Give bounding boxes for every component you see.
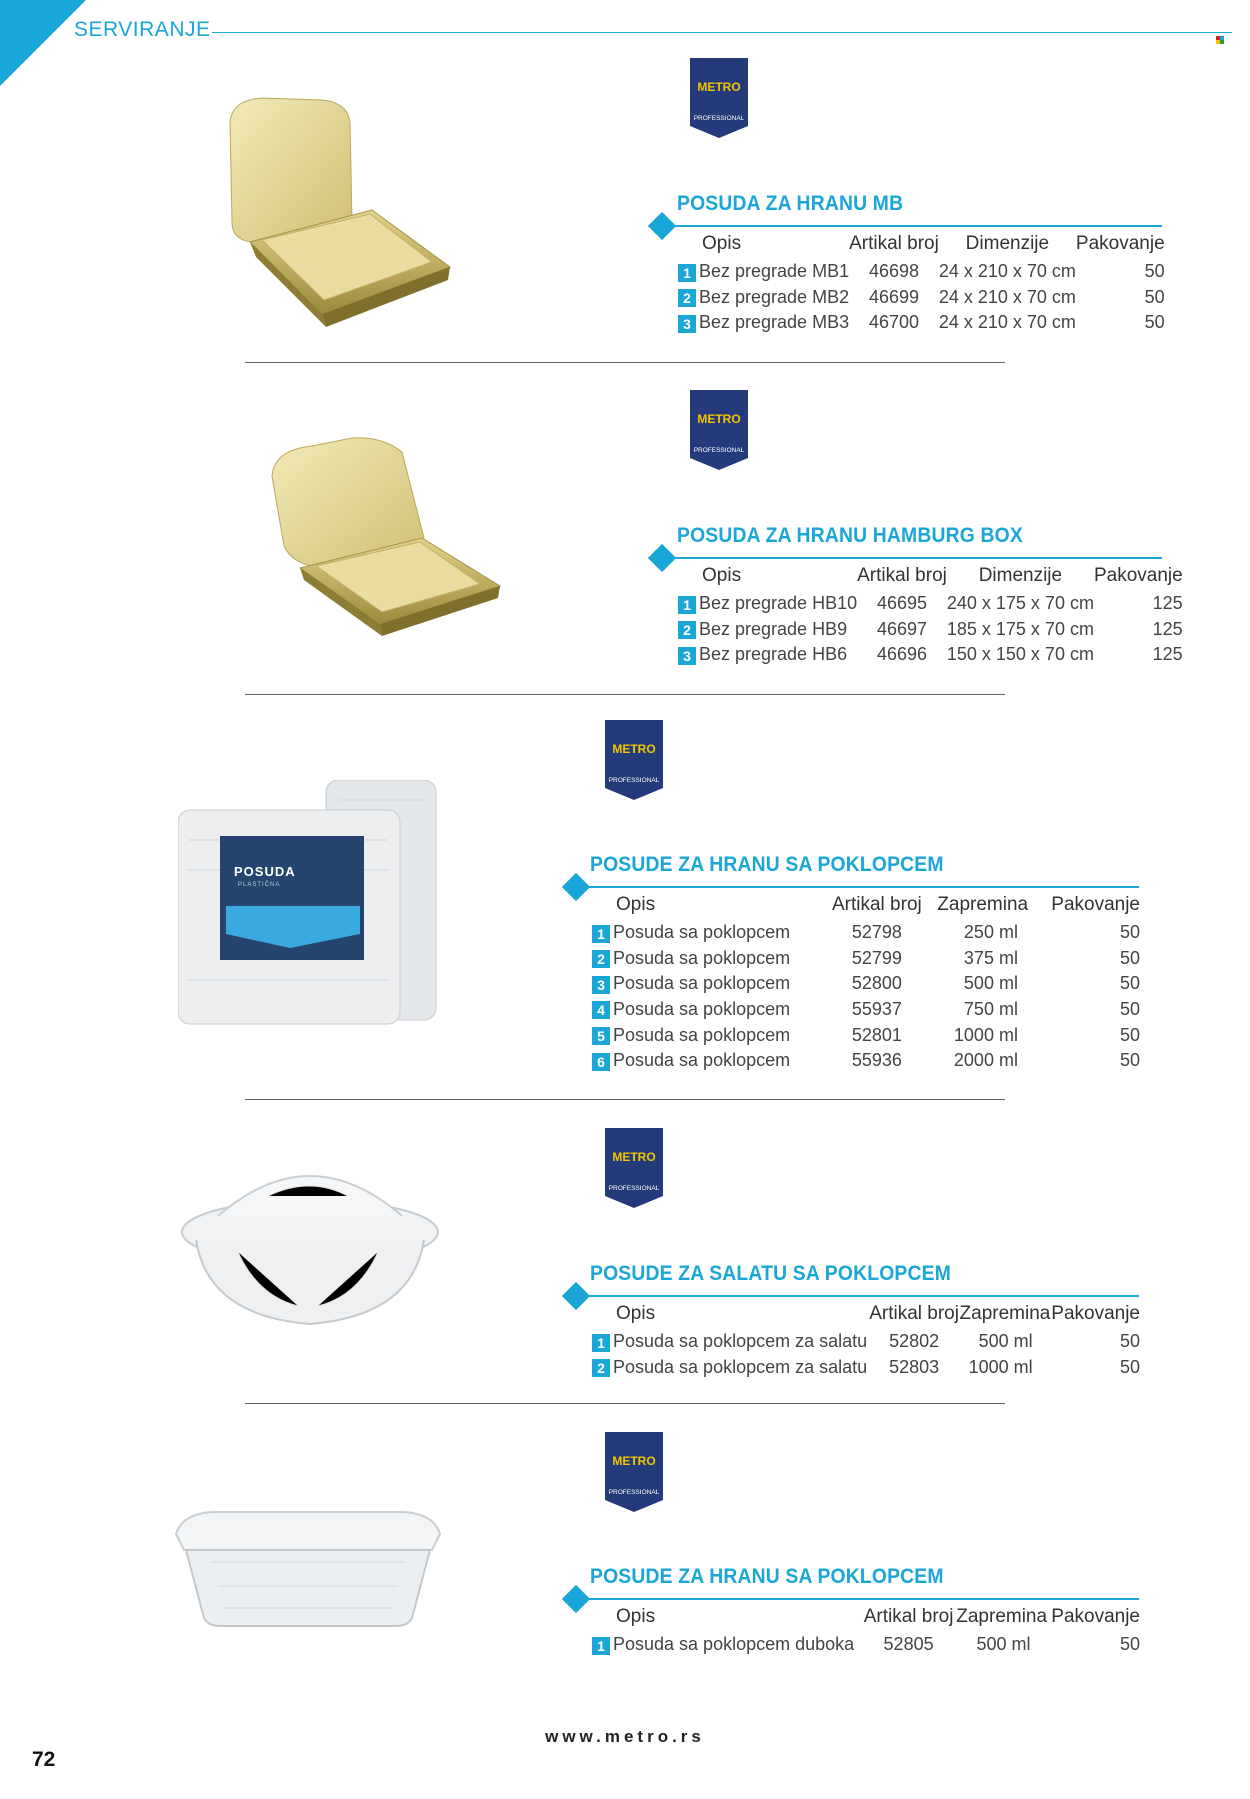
col-header: Pakovanje bbox=[1051, 1303, 1140, 1324]
col-header: Opis bbox=[616, 1303, 656, 1324]
col-header: Opis bbox=[702, 233, 742, 254]
cell-artikal: 52805 bbox=[883, 1634, 934, 1655]
cell-zapremina: 500 ml bbox=[978, 1331, 1033, 1352]
cell-dimenzije: 240 x 175 x 70 cm bbox=[946, 593, 1094, 614]
cell-opis: Bez pregrade HB6 bbox=[699, 644, 848, 665]
cell-opis: Posuda sa poklopcem duboka bbox=[613, 1634, 855, 1655]
row-number: 3 bbox=[592, 976, 610, 994]
cell-zapremina: 1000 ml bbox=[953, 1024, 1018, 1045]
row-number: 2 bbox=[592, 1359, 610, 1377]
section-divider bbox=[245, 1403, 1005, 1404]
col-header: Artikal broj bbox=[863, 1606, 954, 1627]
metro-professional-logo bbox=[603, 1432, 665, 1512]
col-header: Zapremina bbox=[956, 1606, 1048, 1627]
cell-opis: Bez pregrade MB3 bbox=[699, 312, 850, 333]
cell-dimenzije: 24 x 210 x 70 cm bbox=[938, 286, 1076, 307]
svg-text:PROFESSIONAL: PROFESSIONAL bbox=[693, 115, 745, 122]
col-header: Dimenzije bbox=[978, 565, 1063, 586]
cell-dimenzije: 24 x 210 x 70 cm bbox=[938, 312, 1076, 333]
cell-opis: Posuda sa poklopcem bbox=[613, 922, 791, 943]
cell-artikal: 46700 bbox=[868, 312, 919, 333]
svg-text:METRO: METRO bbox=[697, 80, 741, 94]
product-photo-deep-container bbox=[172, 1506, 444, 1630]
cell-pakovanje: 50 bbox=[1119, 1634, 1140, 1655]
col-header: Pakovanje bbox=[1093, 565, 1183, 586]
table-row bbox=[678, 310, 1165, 336]
section-divider bbox=[245, 694, 1005, 695]
row-number: 2 bbox=[678, 289, 696, 307]
col-header: Zapremina bbox=[937, 894, 1029, 915]
col-header: Pakovanje bbox=[1051, 894, 1140, 915]
cell-pakovanje: 125 bbox=[1152, 593, 1183, 614]
cell-artikal: 46698 bbox=[868, 261, 919, 282]
cell-opis: Bez pregrade MB1 bbox=[699, 261, 850, 282]
cell-opis: Posuda sa poklopcem bbox=[613, 1050, 791, 1071]
svg-text:PROFESSIONAL: PROFESSIONAL bbox=[693, 447, 745, 454]
cell-opis: Posuda sa poklopcem za salatu bbox=[613, 1356, 868, 1377]
row-number: 1 bbox=[678, 596, 696, 614]
table-row bbox=[592, 946, 1140, 972]
cell-artikal: 52803 bbox=[889, 1356, 940, 1377]
cell-artikal: 46695 bbox=[876, 593, 928, 614]
cell-pakovanje: 50 bbox=[1119, 973, 1140, 994]
col-header: Artikal broj bbox=[849, 233, 939, 254]
row-number: 2 bbox=[678, 621, 696, 639]
col-header: Zapremina bbox=[959, 1303, 1051, 1324]
product-table bbox=[592, 1303, 1140, 1380]
svg-text:PROFESSIONAL: PROFESSIONAL bbox=[608, 777, 660, 784]
cell-zapremina: 2000 ml bbox=[953, 1050, 1018, 1071]
row-number: 1 bbox=[678, 264, 696, 282]
cell-artikal: 52802 bbox=[889, 1331, 940, 1352]
cell-opis: Posuda sa poklopcem bbox=[613, 999, 791, 1020]
product-title: POSUDE ZA HRANU SA POKLOPCEM bbox=[590, 853, 944, 876]
table-row bbox=[592, 1022, 1140, 1048]
col-header: Pakovanje bbox=[1075, 233, 1165, 254]
package-label-subtitle: PLASTIČNA bbox=[238, 882, 281, 888]
footer-url[interactable]: www.metro.rs bbox=[545, 1727, 705, 1746]
header-rule bbox=[212, 32, 1232, 33]
product-table bbox=[678, 233, 1165, 336]
table-row bbox=[678, 285, 1165, 311]
package-label-title: POSUDA bbox=[234, 864, 296, 879]
cell-pakovanje: 125 bbox=[1152, 618, 1183, 639]
table-row bbox=[678, 259, 1165, 285]
row-number: 3 bbox=[678, 315, 696, 333]
cell-pakovanje: 50 bbox=[1119, 922, 1140, 943]
table-row bbox=[678, 642, 1183, 668]
table-row bbox=[592, 1329, 1140, 1355]
title-rule bbox=[585, 1295, 1139, 1297]
cell-dimenzije: 185 x 175 x 70 cm bbox=[946, 618, 1094, 639]
row-number: 4 bbox=[592, 1001, 610, 1019]
cell-opis: Bez pregrade MB2 bbox=[699, 286, 850, 307]
table-row bbox=[592, 1048, 1140, 1074]
col-header: Opis bbox=[702, 565, 742, 586]
cell-pakovanje: 50 bbox=[1144, 286, 1165, 307]
metro-professional-logo bbox=[603, 720, 665, 800]
col-header: Dimenzije bbox=[965, 233, 1050, 254]
metro-professional-logo bbox=[603, 1128, 665, 1208]
title-rule bbox=[585, 1598, 1139, 1600]
metro-professional-logo bbox=[688, 58, 750, 138]
cell-opis: Posuda sa poklopcem bbox=[613, 947, 791, 968]
product-title: POSUDE ZA HRANU SA POKLOPCEM bbox=[590, 1565, 944, 1588]
product-photo-container-stack bbox=[178, 780, 442, 1028]
cell-opis: Posuda sa poklopcem za salatu bbox=[613, 1331, 868, 1352]
col-header: Opis bbox=[616, 894, 656, 915]
title-rule bbox=[585, 886, 1139, 888]
table-row bbox=[678, 591, 1183, 617]
cell-artikal: 55937 bbox=[851, 999, 902, 1020]
cell-pakovanje: 50 bbox=[1119, 1050, 1140, 1071]
product-table bbox=[592, 894, 1140, 1074]
col-header: Artikal broj bbox=[869, 1303, 959, 1324]
cell-dimenzije: 24 x 210 x 70 cm bbox=[938, 261, 1076, 282]
row-number: 5 bbox=[592, 1027, 610, 1045]
product-table bbox=[592, 1606, 1140, 1658]
cell-opis: Posuda sa poklopcem bbox=[613, 973, 791, 994]
cell-zapremina: 250 ml bbox=[963, 922, 1018, 943]
cell-opis: Bez pregrade HB10 bbox=[699, 593, 858, 614]
table-row bbox=[592, 1355, 1140, 1381]
cell-artikal: 55936 bbox=[851, 1050, 902, 1071]
row-number: 1 bbox=[592, 1334, 610, 1352]
cell-pakovanje: 125 bbox=[1152, 644, 1183, 665]
cell-artikal: 52800 bbox=[851, 973, 902, 994]
cell-pakovanje: 50 bbox=[1144, 312, 1165, 333]
cell-opis: Posuda sa poklopcem bbox=[613, 1024, 791, 1045]
table-row bbox=[592, 920, 1140, 946]
product-table bbox=[678, 565, 1183, 668]
svg-text:METRO: METRO bbox=[697, 412, 741, 426]
cell-zapremina: 500 ml bbox=[963, 973, 1018, 994]
product-title: POSUDA ZA HRANU HAMBURG BOX bbox=[677, 524, 1023, 547]
col-header: Opis bbox=[616, 1606, 656, 1627]
table-row bbox=[592, 1632, 1140, 1658]
cell-opis: Bez pregrade HB9 bbox=[699, 618, 848, 639]
row-number: 1 bbox=[592, 925, 610, 943]
row-number: 3 bbox=[678, 647, 696, 665]
product-photo-mb-box bbox=[222, 92, 462, 332]
cell-artikal: 52798 bbox=[851, 922, 902, 943]
table-row bbox=[592, 997, 1140, 1023]
row-number: 1 bbox=[592, 1637, 610, 1655]
cell-pakovanje: 50 bbox=[1119, 1356, 1140, 1377]
cell-zapremina: 375 ml bbox=[963, 947, 1018, 968]
cell-pakovanje: 50 bbox=[1119, 1331, 1140, 1352]
title-rule bbox=[670, 557, 1162, 559]
page-number: 72 bbox=[32, 1748, 56, 1771]
svg-text:METRO: METRO bbox=[612, 1454, 656, 1468]
corner-accent bbox=[0, 0, 86, 86]
svg-text:PROFESSIONAL: PROFESSIONAL bbox=[608, 1489, 660, 1496]
product-title: POSUDA ZA HRANU MB bbox=[677, 192, 904, 215]
cell-artikal: 52801 bbox=[851, 1024, 902, 1045]
section-divider bbox=[245, 362, 1005, 363]
svg-text:PROFESSIONAL: PROFESSIONAL bbox=[608, 1185, 660, 1192]
row-number: 6 bbox=[592, 1053, 610, 1071]
product-photo-hamburg-box bbox=[262, 428, 502, 638]
cell-pakovanje: 50 bbox=[1119, 1024, 1140, 1045]
metro-professional-logo bbox=[688, 390, 750, 470]
col-header: Artikal broj bbox=[857, 565, 947, 586]
cell-artikal: 52799 bbox=[851, 947, 902, 968]
title-rule bbox=[670, 225, 1162, 227]
color-mark-icon bbox=[1216, 36, 1224, 44]
section-title: SERVIRANJE bbox=[74, 18, 211, 41]
cell-pakovanje: 50 bbox=[1144, 261, 1165, 282]
table-row bbox=[678, 617, 1183, 643]
section-divider bbox=[245, 1099, 1005, 1100]
table-row bbox=[592, 971, 1140, 997]
product-photo-salad-bowl bbox=[178, 1156, 442, 1332]
col-header: Pakovanje bbox=[1051, 1606, 1140, 1627]
cell-artikal: 46696 bbox=[876, 644, 928, 665]
cell-zapremina: 750 ml bbox=[963, 999, 1018, 1020]
cell-artikal: 46697 bbox=[876, 618, 928, 639]
svg-text:METRO: METRO bbox=[612, 1150, 656, 1164]
product-title: POSUDE ZA SALATU SA POKLOPCEM bbox=[590, 1262, 951, 1285]
cell-pakovanje: 50 bbox=[1119, 999, 1140, 1020]
svg-text:METRO: METRO bbox=[612, 742, 656, 756]
cell-pakovanje: 50 bbox=[1119, 947, 1140, 968]
cell-dimenzije: 150 x 150 x 70 cm bbox=[946, 644, 1094, 665]
cell-artikal: 46699 bbox=[868, 286, 919, 307]
row-number: 2 bbox=[592, 950, 610, 968]
cell-zapremina: 500 ml bbox=[976, 1634, 1031, 1655]
col-header: Artikal broj bbox=[831, 894, 922, 915]
cell-zapremina: 1000 ml bbox=[968, 1356, 1033, 1377]
